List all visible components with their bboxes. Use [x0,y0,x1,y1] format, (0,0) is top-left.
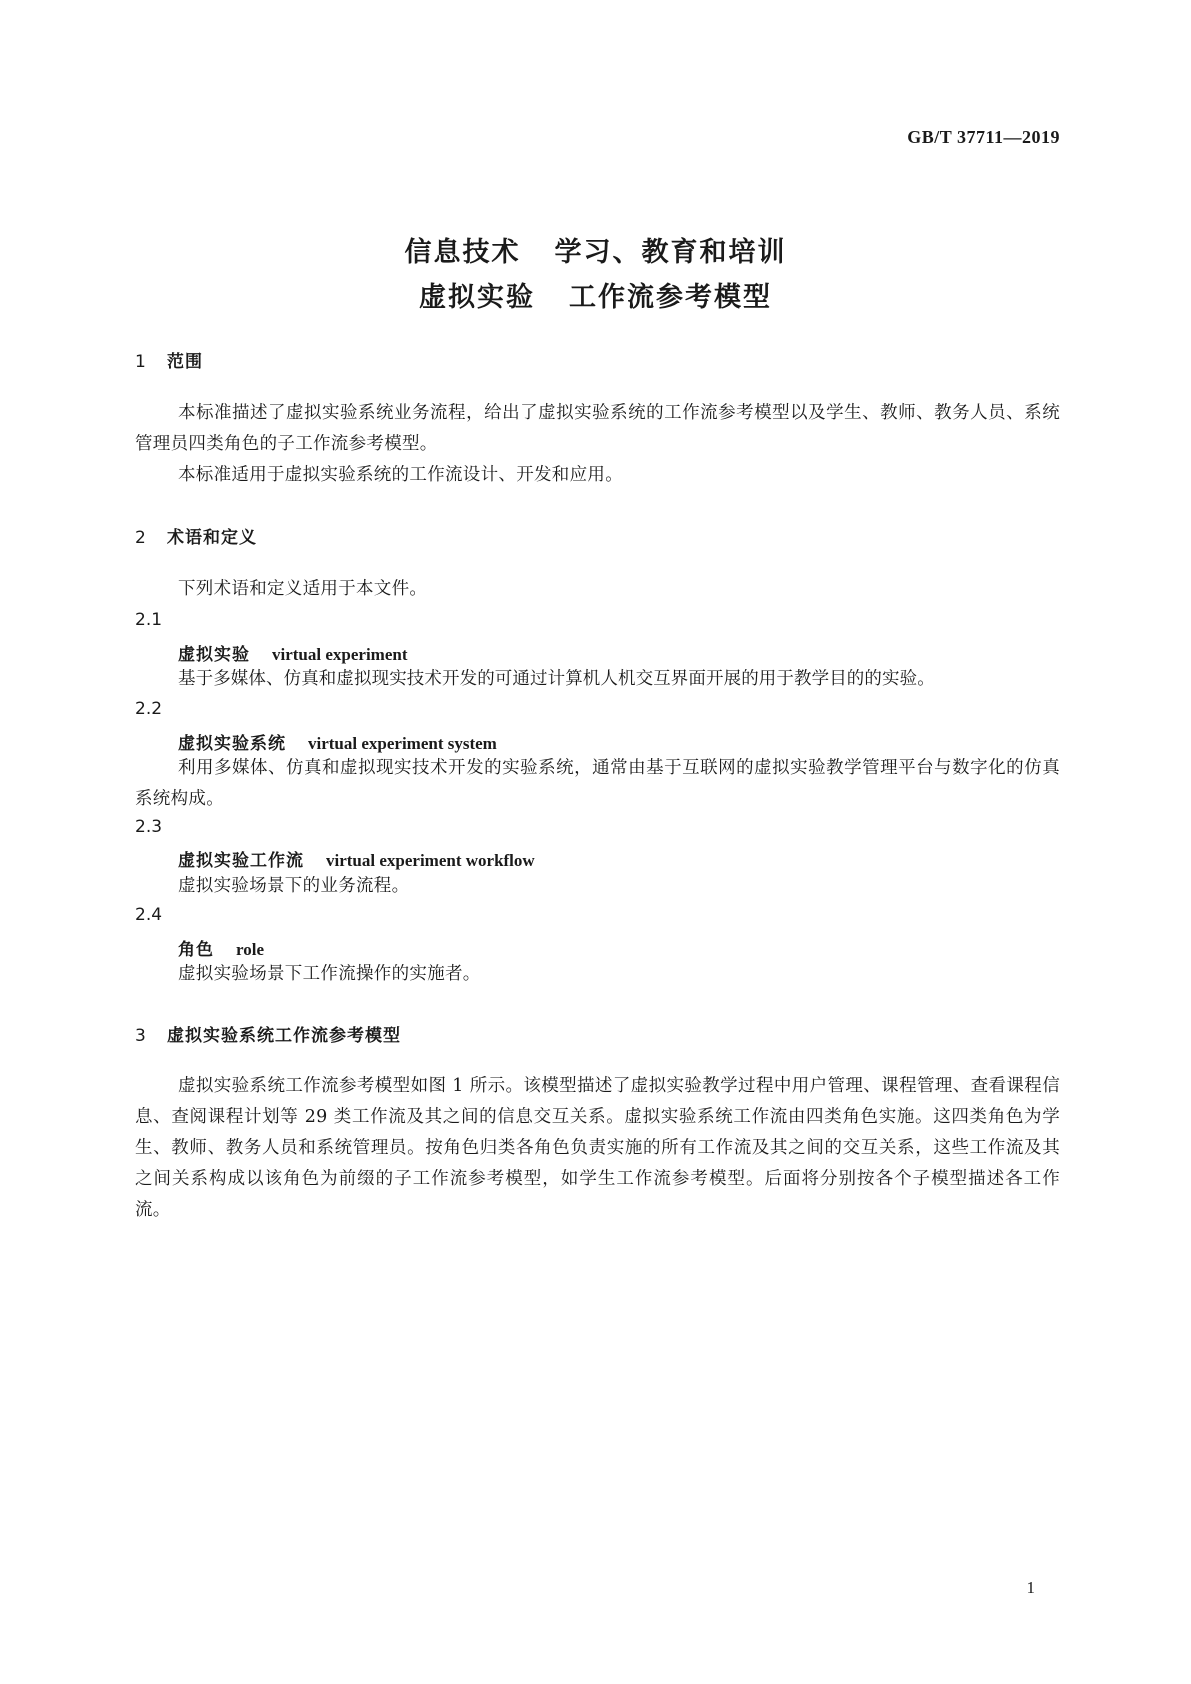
term-2-1-name [178,640,408,665]
term-2-3-number: 2.3 [135,817,163,837]
section-3-paragraph-1: 虚拟实验系统工作流参考模型如图 1 所示。该模型描述了虚拟实验教学过程中用户管理、课程管理、查看课程信息、查阅课程计划等 29 类工作流及其之间的信息交互关系。虚拟实验系统工作流由四类角色实施。这四类角色为学生、教师、教务人员和系统管理员。按角色归类各角色负责实施的所有工作流及其之间的交互关系，这些工作流及其之间关系构成以该角色为前缀的子工作流参考模型，如学生工作流参考模型。后面将分别按各个子模型描述各工作流。 [135,1076,1060,1220]
term-2-3-definition: 虚拟实验场景下的业务流程。 [178,876,410,896]
term-2-1-name-zh: 虚拟实验 [178,645,250,665]
term-2-1-definition: 基于多媒体、仿真和虚拟现实技术开发的可通过计算机人机交互界面开展的用于教学目的的实验。 [178,669,935,689]
term-2-3-name [178,846,535,871]
document-title-line-2 [0,275,1191,314]
section-2-heading [135,523,257,548]
term-2-3-name-zh: 虚拟实验工作流 [178,851,304,871]
standard-number: GB/T 37711—2019 [907,127,1060,147]
term-2-2-name-zh: 虚拟实验系统 [178,734,286,754]
page-number: 1 [1026,1578,1035,1597]
section-3-number: 3 [135,1026,147,1046]
section-3-heading [135,1021,401,1046]
section-1-title: 范围 [167,352,203,372]
title-line-1-part-a: 信息技术 [404,237,521,268]
title-line-2-part-a: 虚拟实验 [419,282,535,313]
section-1-number: 1 [135,352,147,372]
section-2-number: 2 [135,528,147,548]
term-2-3-name-en: virtual experiment workflow [326,851,535,870]
term-2-2-number: 2.2 [135,699,163,719]
term-2-2-name [178,729,497,754]
term-2-2-name-en: virtual experiment system [308,734,497,753]
term-2-4-name [178,935,264,960]
term-2-1-name-en: virtual experiment [272,645,408,664]
section-1-paragraph-1: 本标准描述了虚拟实验系统业务流程，给出了虚拟实验系统的工作流参考模型以及学生、教师、教务人员、系统管理员四类角色的子工作流参考模型。 [135,403,1060,454]
term-2-2-definition: 利用多媒体、仿真和虚拟现实技术开发的实验系统，通常由基于互联网的虚拟实验教学管理平台与数字化的仿真系统构成。 [135,758,1060,809]
section-1-paragraph-2: 本标准适用于虚拟实验系统的工作流设计、开发和应用。 [178,465,623,485]
term-2-4-name-en: role [236,940,265,959]
section-2-title: 术语和定义 [167,528,257,548]
term-2-4-number: 2.4 [135,905,163,925]
term-2-4-name-zh: 角色 [178,940,214,960]
section-2-intro: 下列术语和定义适用于本文件。 [178,579,428,599]
term-2-4-definition: 虚拟实验场景下工作流操作的实施者。 [178,964,481,984]
title-line-1-part-b: 学习、教育和培训 [554,237,787,268]
section-1-heading [135,347,203,372]
title-line-2-part-b: 工作流参考模型 [569,282,772,313]
term-2-1-number: 2.1 [135,610,163,630]
section-3-title: 虚拟实验系统工作流参考模型 [167,1026,401,1046]
document-title-line-1 [0,230,1191,269]
